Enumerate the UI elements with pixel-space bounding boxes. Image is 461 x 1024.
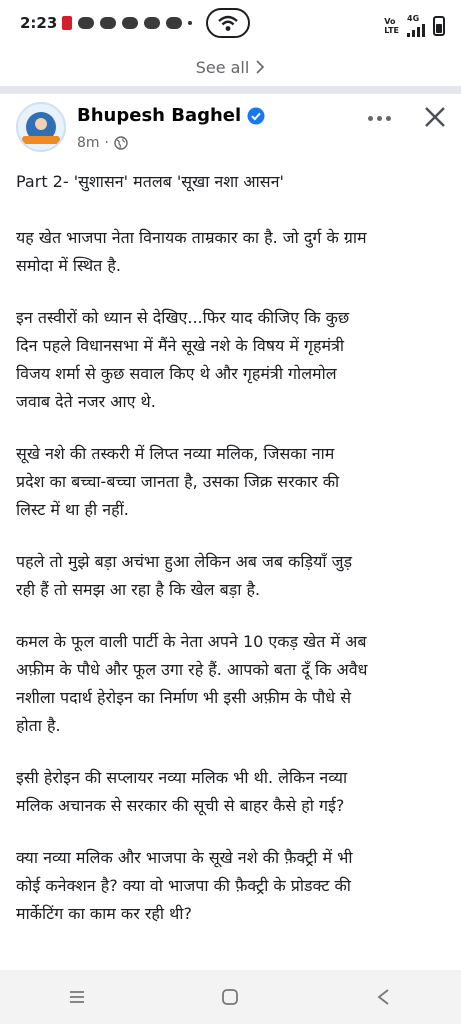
more-options-button[interactable] (362, 106, 396, 130)
cellular-signal (407, 14, 425, 37)
verified-badge-icon (247, 107, 265, 125)
post-time[interactable]: 8m (77, 135, 100, 151)
see-all-link[interactable] (0, 50, 461, 84)
home-button[interactable] (200, 977, 260, 1017)
news-app-notification-icon (62, 16, 72, 30)
news-channel-notification-icon (78, 17, 94, 29)
news-channel-notification-icon-2 (100, 17, 116, 29)
post-paragraph: क्या नव्या मलिक और भाजपा के सूखे नशे की फ़ैक्ट्री में भी कोई कनेक्शन है? क्या वो भाजपा की फ़ैक्ट्री के प्रोडक्ट की मार्केटिंग का काम कर रही थी? (16, 848, 353, 923)
chevron-right-icon (255, 60, 265, 74)
system-navigation-bar (0, 970, 461, 1024)
wifi-hotspot-icon (217, 13, 239, 33)
hotspot-icon (206, 8, 250, 38)
key-notification-icon (144, 17, 160, 29)
more-options-icon (368, 116, 373, 121)
post-meta (77, 135, 128, 151)
back-triangle-icon (373, 986, 395, 1008)
post-paragraph: कमल के फूल वाली पार्टी के नेता अपने 10 एकड़ खेत में अब अफ़ीम के पौधे और फूल उगा रहे हैं. आपको बता दूँ कि अवैध नशीला पदार्थ हेरोइन का निर्माण भी इसी अफ़ीम के पौधे से होता है. (16, 632, 368, 735)
recent-apps-button[interactable] (47, 977, 107, 1017)
home-square-icon (219, 986, 241, 1008)
post-paragraph: पहले तो मुझे बड़ा अचंभा हुआ लेकिन अब जब कड़ियाँ जुड़ रही हैं तो समझ आ रहा है कि खेल बड़ा है. (16, 552, 353, 599)
system-status-icons (384, 14, 445, 37)
battery-icon (433, 16, 445, 36)
globe-icon (114, 136, 128, 150)
close-icon[interactable] (420, 102, 450, 132)
volte-label: Vo LTE (384, 16, 399, 35)
signal-bars-icon (407, 23, 425, 37)
menu-lines-icon (66, 986, 88, 1008)
post-paragraph: इसी हेरोइन की सप्लायर नव्या मलिक भी थी. लेकिन नव्या मलिक अचानक से सरकार की सूची से बाहर कैसे हो गई? (16, 768, 348, 815)
network-type-label: 4G (407, 14, 420, 23)
author-avatar[interactable] (16, 102, 66, 152)
notification-icons (62, 16, 192, 30)
post-body (16, 170, 446, 970)
post-paragraph: सूखे नशे की तस्करी में लिप्त नव्या मलिक, जिसका नाम प्रदेश का बच्चा-बच्चा जानता है, उसका जिक्र सरकार की लिस्ट में था ही नहीं. (16, 444, 340, 519)
post-header (0, 94, 461, 164)
see-all-label: See all (195, 57, 250, 77)
more-notifications-dot-icon (188, 21, 192, 25)
back-button[interactable] (354, 977, 414, 1017)
meta-separator: · (104, 135, 109, 151)
author-row (77, 105, 265, 126)
post-paragraph: यह खेत भाजपा नेता विनायक ताम्रकार का है. जो दुर्ग के ग्राम समोदा में स्थित है. (16, 228, 367, 275)
bug-notification-icon (166, 17, 182, 29)
post-paragraph: इन तस्वीरों को ध्यान से देखिए...फिर याद कीजिए कि कुछ दिन पहले विधानसभा में मैंने सूखे नशे के विषय में गृहमंत्री विजय शर्मा से कुछ सवाल किए थे और गृहमंत्री गोलमोल जवाब देते नजर आए थे. (16, 308, 350, 411)
news-channel-notification-icon-3 (122, 17, 138, 29)
author-name[interactable]: Bhupesh Baghel (77, 105, 242, 126)
status-bar (0, 0, 461, 50)
post-title: Part 2- 'सुशासन' मतलब 'सूखा नशा आसन' (16, 172, 284, 191)
feed-separator (0, 86, 461, 94)
status-time: 2:23 (20, 14, 58, 32)
